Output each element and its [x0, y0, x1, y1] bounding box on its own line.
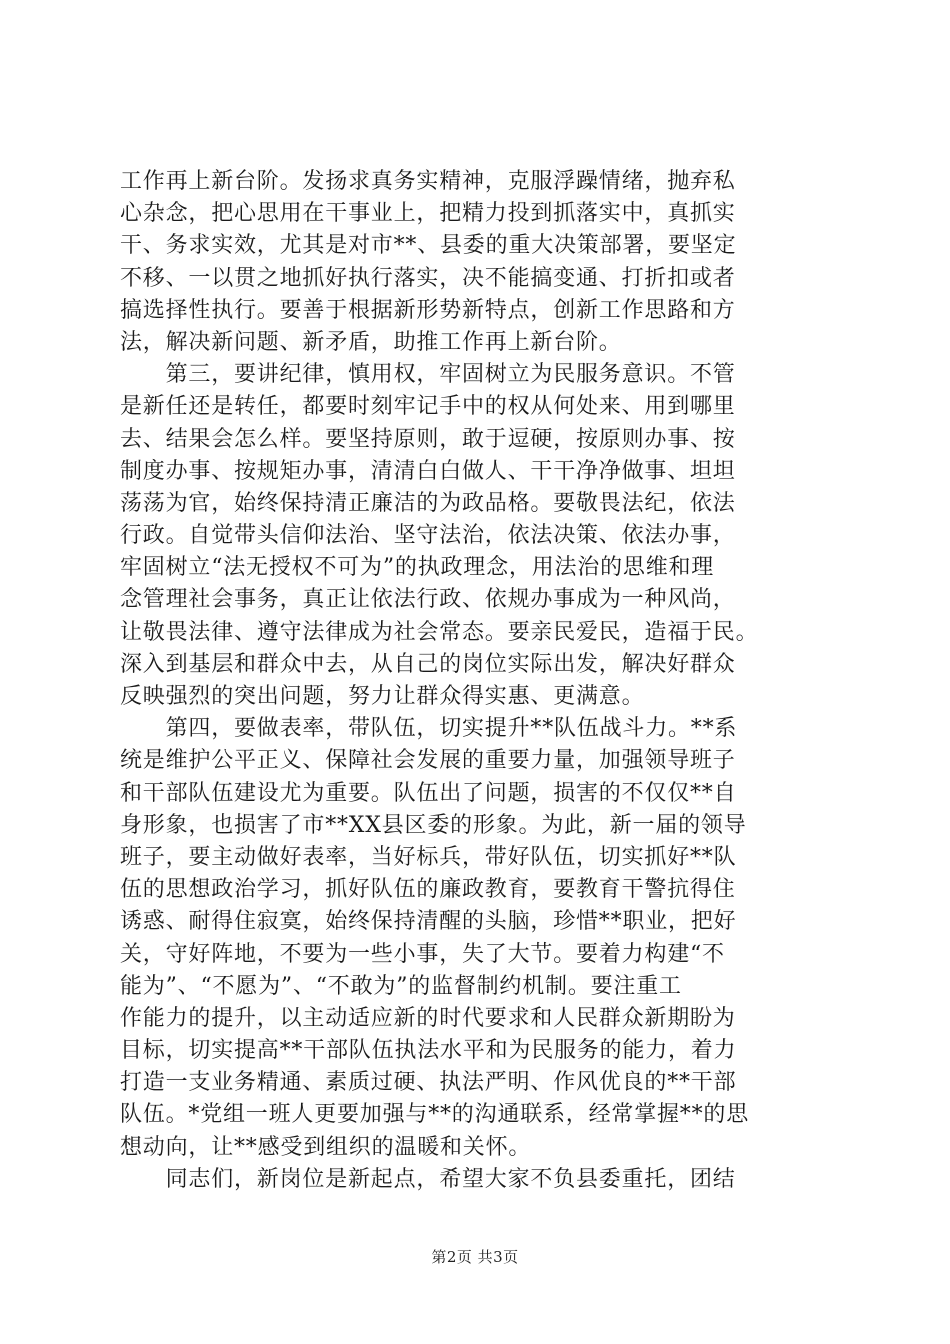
text-line: 牢固树立“法无授权不可为”的执政理念，用法治的思维和理: [120, 555, 715, 581]
text-line: 行政。自觉带头信仰法治、坚守法治，依法决策、依法办事，: [120, 523, 736, 549]
text-line: 诱惑、耐得住寂寞，始终保持清醒的头脑，珍惜**职业，把好: [120, 909, 737, 935]
text-line: 目标，切实提高**干部队伍执法水平和为民服务的能力，着力: [120, 1038, 737, 1064]
text-line: 关，守好阵地，不要为一些小事，失了大节。要着力构建“不: [120, 941, 725, 967]
text-line: 伍的思想政治学习，抓好队伍的廉政教育，要教育干警抗得住: [120, 877, 736, 903]
text-line: 深入到基层和群众中去，从自己的岗位实际出发，解决好群众: [120, 651, 736, 677]
text-line: 反映强烈的突出问题，努力让群众得实惠、更满意。: [120, 684, 645, 709]
text-line: 队伍。*党组一班人更要加强与**的沟通联系，经常掌握**的思: [120, 1102, 750, 1128]
text-line: 想动向，让**感受到组织的温暖和关怀。: [120, 1134, 532, 1160]
text-line: 荡荡为官，始终保持清正廉洁的为政品格。要敬畏法纪，依法: [120, 490, 736, 516]
text-line: 工作再上新台阶。发扬求真务实精神，克服浮躁情绪，抛弃私: [120, 169, 736, 194]
text-line: 身形象，也损害了市**XX县区委的形象。为此，新一届的领导: [120, 812, 747, 838]
text-line: 统是维护公平正义、保障社会发展的重要力量，加强领导班子: [120, 748, 736, 774]
text-line: 作能力的提升，以主动适应新的时代要求和人民群众新期盼为: [120, 1005, 736, 1031]
text-line: 心杂念，把心思用在干事业上，把精力投到抓落实中，真抓实: [120, 201, 736, 227]
text-line: 干、务求实效，尤其是对市**、县委的重大决策部署，要坚定: [120, 233, 737, 259]
text-line: 和干部队伍建设尤为重要。队伍出了问题，损害的不仅仅**自: [120, 780, 737, 806]
text-line: 第四，要做表率，带队伍，切实提升**队伍战斗力。**系: [120, 716, 738, 742]
text-line: 让敬畏法律、遵守法律成为社会常态。要亲民爱民，造福于民。: [120, 619, 759, 645]
text-line: 念管理社会事务，真正让依法行政、依规办事成为一种风尚，: [120, 587, 736, 613]
text-line: 法，解决新问题、新矛盾，助推工作再上新台阶。: [120, 329, 622, 355]
page-footer: 第2页 共3页: [431, 1248, 519, 1266]
text-line: 第三，要讲纪律，慎用权，牢固树立为民服务意识。不管: [120, 362, 736, 388]
text-line: 能为”、“不愿为”、“不敢为”的监督制约机制。要注重工: [120, 973, 682, 999]
text-line: 同志们，新岗位是新起点，希望大家不负县委重托，团结: [120, 1166, 736, 1192]
text-line: 班子，要主动做好表率，当好标兵，带好队伍，切实抓好**队: [120, 844, 737, 870]
text-line: 搞选择性执行。要善于根据新形势新特点，创新工作思路和方: [120, 297, 736, 323]
document-body: [120, 166, 840, 1196]
text-line: 去、结果会怎么样。要坚持原则，敢于逗硬，按原则办事、按: [120, 426, 736, 452]
text-line: 打造一支业务精通、素质过硬、执法严明、作风优良的**干部: [120, 1070, 737, 1096]
text-line: 制度办事、按规矩办事，清清白白做人、干干净净做事、坦坦: [120, 458, 736, 484]
text-line: 不移、一以贯之地抓好执行落实，决不能搞变通、打折扣或者: [120, 265, 736, 291]
text-line: 是新任还是转任，都要时刻牢记手中的权从何处来、用到哪里: [120, 394, 736, 420]
